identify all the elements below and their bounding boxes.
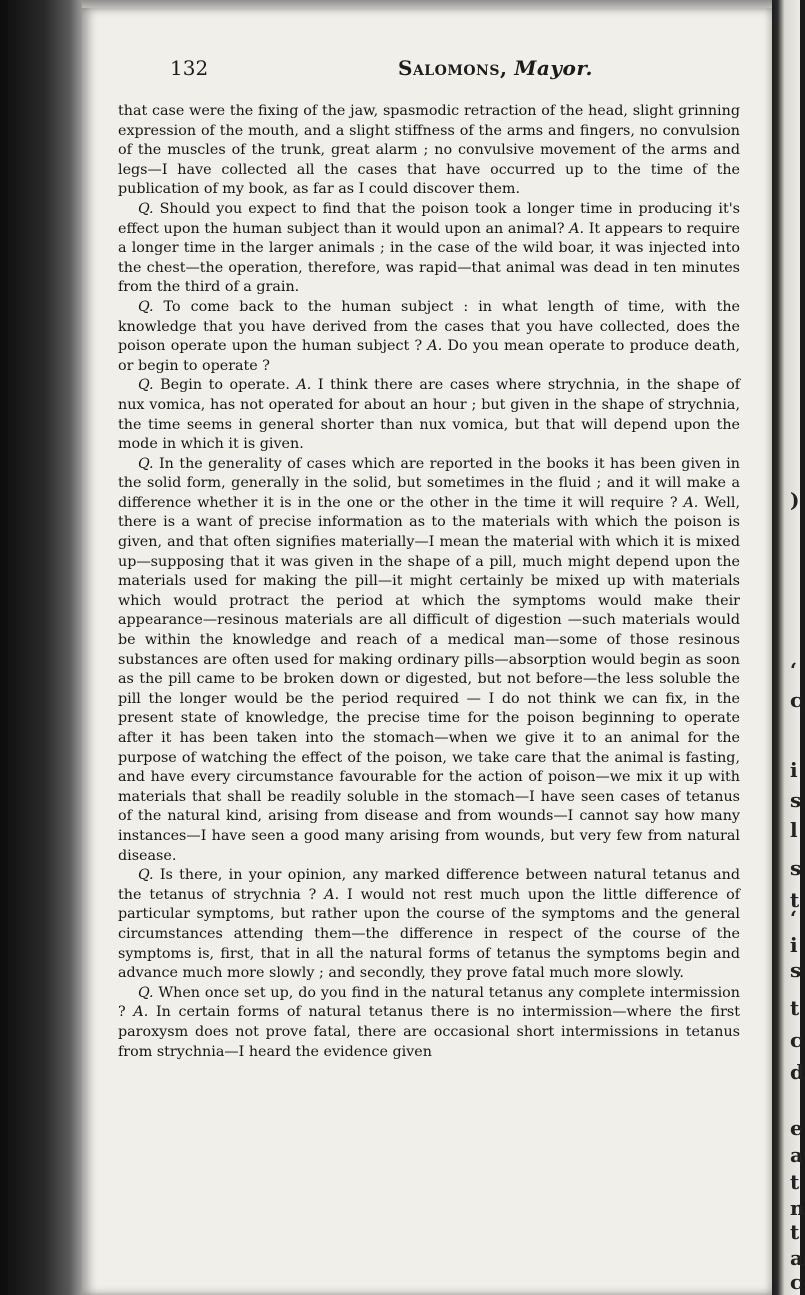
facing-page-fragment: c [790,1028,803,1052]
speaker-marker: A. [569,220,585,237]
facing-page-fragment: c [790,1270,803,1294]
running-head-office: Mayor. [514,56,594,80]
paragraph-text: Should you expect to find that the poison took a longer time in producing it's effect upon the human subject than it would upon an animal? [118,200,740,237]
facing-page-fragment: i [790,933,798,957]
speaker-marker: Q. [138,200,154,217]
paragraph-text: I would not rest much upon the little difference of particular symptoms, but rather upon the course of the symptoms and the general circumstances attending them—the difference in respect of the course of the symptoms is, first, that in all the natural forms of tetanus the symptoms begin and advance much more slowly ; and secondly, they prove fatal much more slowly. [118,886,740,982]
paragraph-text: To come back to the human subject : in what length of time, with the knowledge that you have derived from the cases that you have collected, does the poison operate upon the human subject ? [118,298,740,355]
facing-page-fragment: s [790,788,802,812]
paragraph [118,984,740,1062]
speaker-marker: A. [296,377,312,394]
speaker-marker: A. [133,1004,149,1021]
speaker-marker: A. [324,886,340,903]
paragraph-text: I think there are cases where strychnia, in the shape of nux vomica, has not operated for about an hour ; but given in the shape of strychnia, the time seems in general shorter than nux vomica, but that will depend upon the mode in which it is given. [118,377,740,453]
body-text [118,102,740,1062]
facing-page-fragment: t [790,1170,800,1194]
paragraph-text: It appears to require a longer time in the larger animals ; in the case of the wild boar, it was injected into the chest—the operation, therefore, was rapid—that animal was dead in ten minutes from the third of a grain. [118,220,741,296]
facing-page-fragment: t [790,1220,800,1244]
paragraph [118,455,740,866]
facing-page-fragment: d [790,1060,804,1084]
running-head [170,56,770,86]
speaker-marker: Q. [138,984,154,1001]
facing-page-fragment: l [790,818,798,842]
paragraph [118,376,740,454]
facing-page-fragment: s [790,958,802,982]
facing-page-fragment: t [790,888,800,912]
facing-page-fragment: t [790,996,800,1020]
paragraph-text: that case were the fixing of the jaw, spasmodic retraction of the head, slight grinning expression of the mouth, and a slight stiffness of the arms and fingers, no convulsion of the muscles of the trunk, great alarm ; no convulsive movement of the arms and legs—I have collected all the cases that have occurred up to the time of the publication of my book, as far as I could discover them. [118,103,740,198]
paragraph-text: In the generality of cases which are reported in the books it has been given in the solid form, generally in the solid, but sometimes in the fluid ; and it will make a difference whether it is in the one or the other in the time it will require ? [118,455,740,511]
speaker-marker: A. [427,338,443,355]
facing-page-fragment: ‘ [790,906,797,930]
facing-page-edge [772,0,805,1295]
paragraph [118,866,740,984]
running-head-name: Salomons, [398,56,508,80]
speaker-marker: Q. [138,455,154,472]
speaker-marker: Q. [138,867,154,884]
facing-page-fragment: n [790,1196,805,1220]
speaker-marker: Q. [138,298,154,315]
paragraph-text: Begin to operate. [153,377,297,394]
facing-page-fragment: e [790,1116,803,1140]
paragraph-text: Do you mean operate to produce death, or begin to operate ? [118,338,740,374]
facing-page-fragment: c [790,688,803,712]
speaker-marker: A. [683,494,699,511]
facing-page-fragment: ‘ [790,658,797,682]
speaker-marker: Q. [138,377,154,394]
facing-page-fragment: i [790,758,798,782]
paragraph-text: In certain forms of natural tetanus there is no intermission—where the first paroxysm does not prove fatal, there are occasional short intermissions in tetanus from strychnia—I heard the evidence given [118,1004,741,1060]
running-head-title [398,56,593,80]
page-number: 132 [170,56,209,80]
paragraph-text: When once set up, do you find in the natural tetanus any complete intermission ? [118,984,740,1021]
book-gutter [0,0,82,1295]
paragraph [118,200,740,298]
paragraph-text: Is there, in your opinion, any marked difference between natural tetanus and the tetanus of strychnia ? [118,867,740,903]
facing-page-fragment: s [790,856,802,880]
facing-page-fragment: a [790,1143,803,1167]
paragraph-text: Well, there is a want of precise information as to the materials with which the poison is given, and that often signifies materially—I mean the material with which it is mixed up—supposing that it was given in the shape of a pill, much might depend upon the materials used for making the pill—it might certainly be mixed up with materials which would protract the period at which the symptoms would make their appearance—resinous materials are all difficult of digestion —such materials would be within the knowledge and reach of a medical man—some of those resinous substances are often used for making ordinary pills—absorption would begin as soon as the pill came to be broken down or digested, but not before—the less soluble the pill the longer would be the period required — I do not think we can fix, in the present state of knowledge, the precise time for the poison beginning to operate after it has been taken into the stomach—when we give it to an animal for the purpose of watching the effect of the poison, we take care that the animal is fasting, and have every circumstance favourable for the action of poison—we mix it up with materials that shall be readily soluble in the stomach—I have seen cases of tetanus of the natural kind, arising from disease and from wounds—I cannot say how many instances—I have seen a good many arising from wounds, but very few from natural disease. [118,494,740,864]
facing-page-fragment: a [790,1246,803,1270]
facing-page-fragment: ) [790,488,800,512]
paragraph [118,298,740,376]
paragraph [118,102,740,200]
